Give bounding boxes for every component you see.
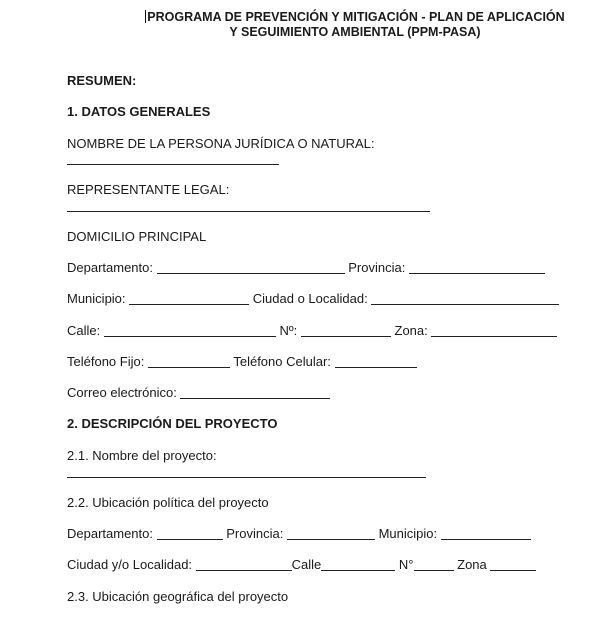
- zona-label: Zona:: [394, 323, 428, 338]
- proyecto-municipio-field[interactable]: [441, 527, 531, 540]
- ubicacion-geografica-label: 2.3. Ubicación geográfica del proyecto: [67, 589, 289, 604]
- zona-field[interactable]: [431, 324, 557, 337]
- correo-field[interactable]: [180, 386, 330, 399]
- proyecto-municipio-label: Municipio:: [378, 526, 438, 541]
- telefono-celular-label: Teléfono Celular:: [233, 354, 331, 369]
- proyecto-ciudad-label: Ciudad y/o Localidad:: [67, 557, 193, 572]
- ciudad-label: Ciudad o Localidad:: [252, 291, 368, 306]
- telefono-fijo-label: Teléfono Fijo:: [67, 354, 145, 369]
- numero-field[interactable]: [301, 324, 391, 337]
- proyecto-zona-field[interactable]: [490, 558, 536, 571]
- proyecto-ciudad-field[interactable]: [196, 558, 292, 571]
- proyecto-calle-field[interactable]: [321, 558, 395, 571]
- municipio-label: Municipio:: [67, 291, 126, 306]
- document-title: [120, 10, 590, 40]
- numero-label: Nº:: [279, 323, 298, 338]
- calle-field[interactable]: [104, 324, 276, 337]
- proyecto-numero-label: N°: [398, 557, 414, 572]
- departamento-label: Departamento:: [67, 260, 153, 275]
- provincia-label: Provincia:: [348, 260, 406, 275]
- ubicacion-politica-label: 2.2. Ubicación política del proyecto: [67, 495, 269, 510]
- ubicacion-row-1: [67, 526, 531, 542]
- telefono-fijo-field[interactable]: [148, 355, 230, 368]
- proyecto-provincia-field[interactable]: [287, 527, 375, 540]
- municipio-field[interactable]: [129, 292, 249, 305]
- ubicacion-row-2: [67, 557, 536, 573]
- proyecto-departamento-field[interactable]: [157, 527, 223, 540]
- domicilio-row-4: [67, 354, 417, 370]
- provincia-field[interactable]: [409, 261, 545, 274]
- proyecto-calle-label: Calle: [291, 557, 322, 572]
- nombre-proyecto-label: 2.1. Nombre del proyecto:: [67, 448, 217, 463]
- title-line-1: PROGRAMA DE PREVENCIÓN Y MITIGACIÓN - PLAN DE APLICACIÓN: [147, 10, 565, 24]
- resumen-heading: RESUMEN:: [67, 73, 137, 88]
- domicilio-label: DOMICILIO PRINCIPAL: [67, 229, 207, 244]
- domicilio-row-3: [67, 323, 557, 339]
- representante-label: REPRESENTANTE LEGAL:: [67, 182, 230, 197]
- domicilio-row-2: [67, 291, 559, 307]
- nombre-proyecto-field[interactable]: [67, 477, 426, 478]
- proyecto-provincia-label: Provincia:: [226, 526, 284, 541]
- departamento-field[interactable]: [157, 261, 345, 274]
- correo-label: Correo electrónico:: [67, 385, 177, 400]
- calle-label: Calle:: [67, 323, 101, 338]
- proyecto-numero-field[interactable]: [414, 558, 454, 571]
- domicilio-row-1: [67, 260, 545, 276]
- persona-field[interactable]: [67, 164, 279, 165]
- title-line-2: Y SEGUIMIENTO AMBIENTAL (PPM-PASA): [229, 25, 481, 39]
- telefono-celular-field[interactable]: [335, 355, 417, 368]
- proyecto-zona-label: Zona: [457, 557, 487, 572]
- representante-field[interactable]: [67, 211, 430, 212]
- persona-label: NOMBRE DE LA PERSONA JURÍDICA O NATURAL:: [67, 136, 375, 151]
- domicilio-row-5: [67, 385, 330, 401]
- section2-heading: 2. DESCRIPCIÓN DEL PROYECTO: [67, 416, 278, 431]
- section1-heading: 1. DATOS GENERALES: [67, 104, 211, 119]
- ciudad-field[interactable]: [371, 292, 559, 305]
- proyecto-departamento-label: Departamento:: [67, 526, 153, 541]
